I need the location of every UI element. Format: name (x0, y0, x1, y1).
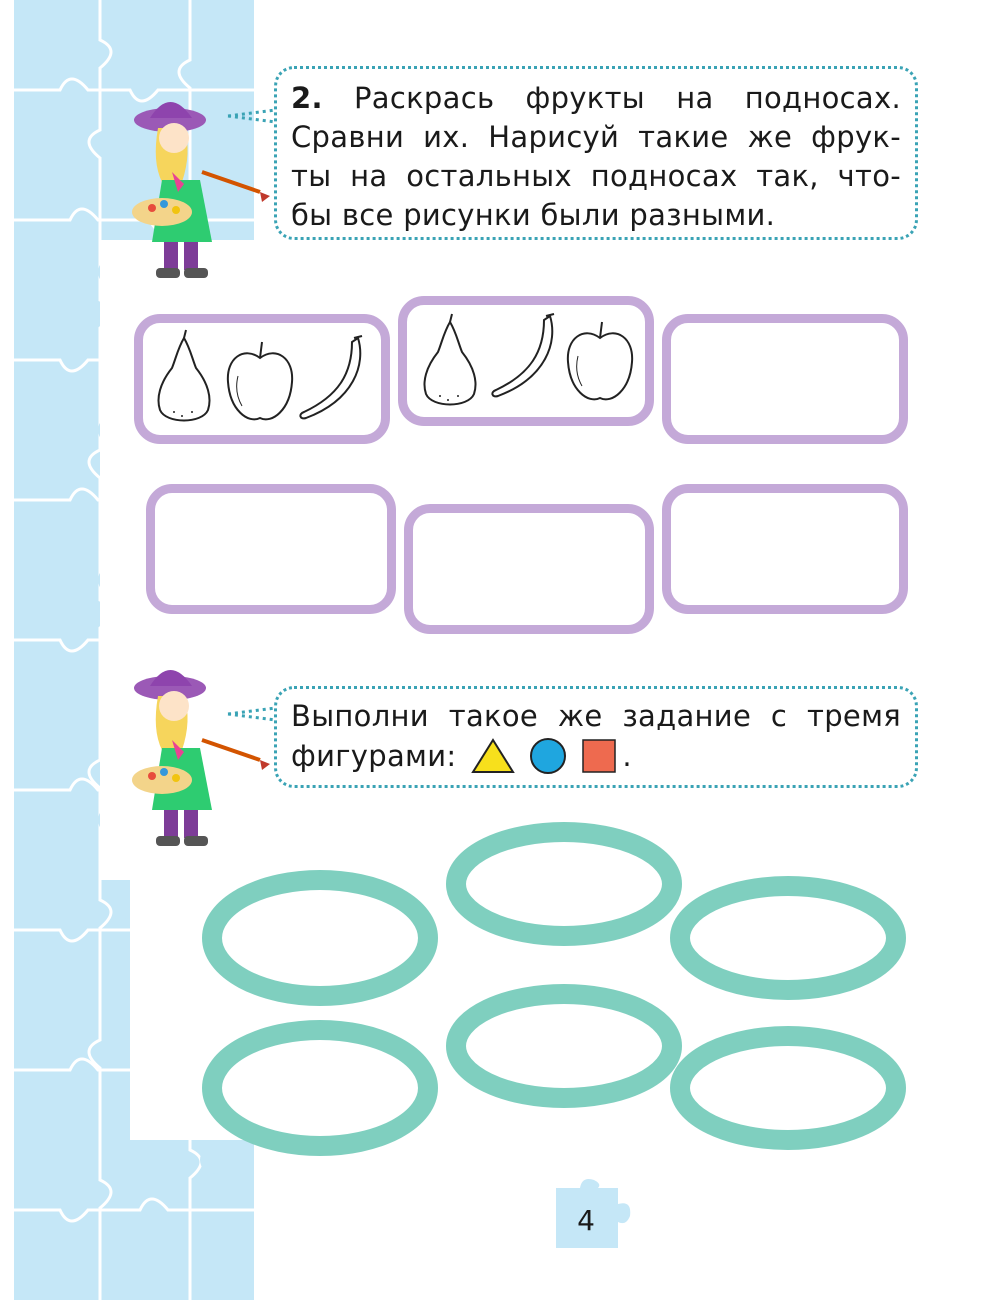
oval-plate-1 (212, 880, 428, 996)
tray-6[interactable] (662, 484, 908, 614)
task2-instruction-bubble (274, 686, 918, 788)
pear-icon (152, 328, 216, 428)
oval-plate-3 (680, 886, 896, 990)
apple-icon (224, 336, 296, 426)
task-line-4: бы все рисунки были разными. (291, 198, 776, 232)
task2-line-2: фигурами: . (291, 736, 901, 776)
tray-4[interactable] (146, 484, 396, 614)
oval-plate-6 (680, 1036, 896, 1140)
oval-plate-4 (212, 1030, 428, 1146)
oval-plate-5 (456, 994, 672, 1098)
task-instruction-bubble (274, 66, 918, 240)
oval-plates (190, 820, 920, 1160)
square-icon (580, 737, 618, 775)
task-line-3: ты на остальных подносах так, что- (291, 159, 901, 193)
task-number: 2. (291, 81, 323, 115)
pear-icon (418, 312, 482, 412)
oval-plate-2 (456, 832, 672, 936)
tray-3[interactable] (662, 314, 908, 444)
task-line-1: 2. Раскрась фрукты на подносах. (291, 81, 901, 115)
bubble-pointer (226, 108, 278, 124)
circle-icon (528, 736, 568, 776)
banana-icon (488, 312, 566, 404)
apple-icon (564, 316, 636, 406)
tray-5[interactable] (404, 504, 654, 634)
page-number: 4 (577, 1204, 595, 1237)
banana-icon (296, 334, 374, 426)
task-line-2: Сравни их. Нарисуй такие же фрук- (291, 120, 901, 154)
triangle-icon (470, 737, 516, 775)
bubble-pointer-2 (226, 706, 278, 722)
task2-line-1: Выполни такое же задание с тремя (291, 699, 901, 733)
